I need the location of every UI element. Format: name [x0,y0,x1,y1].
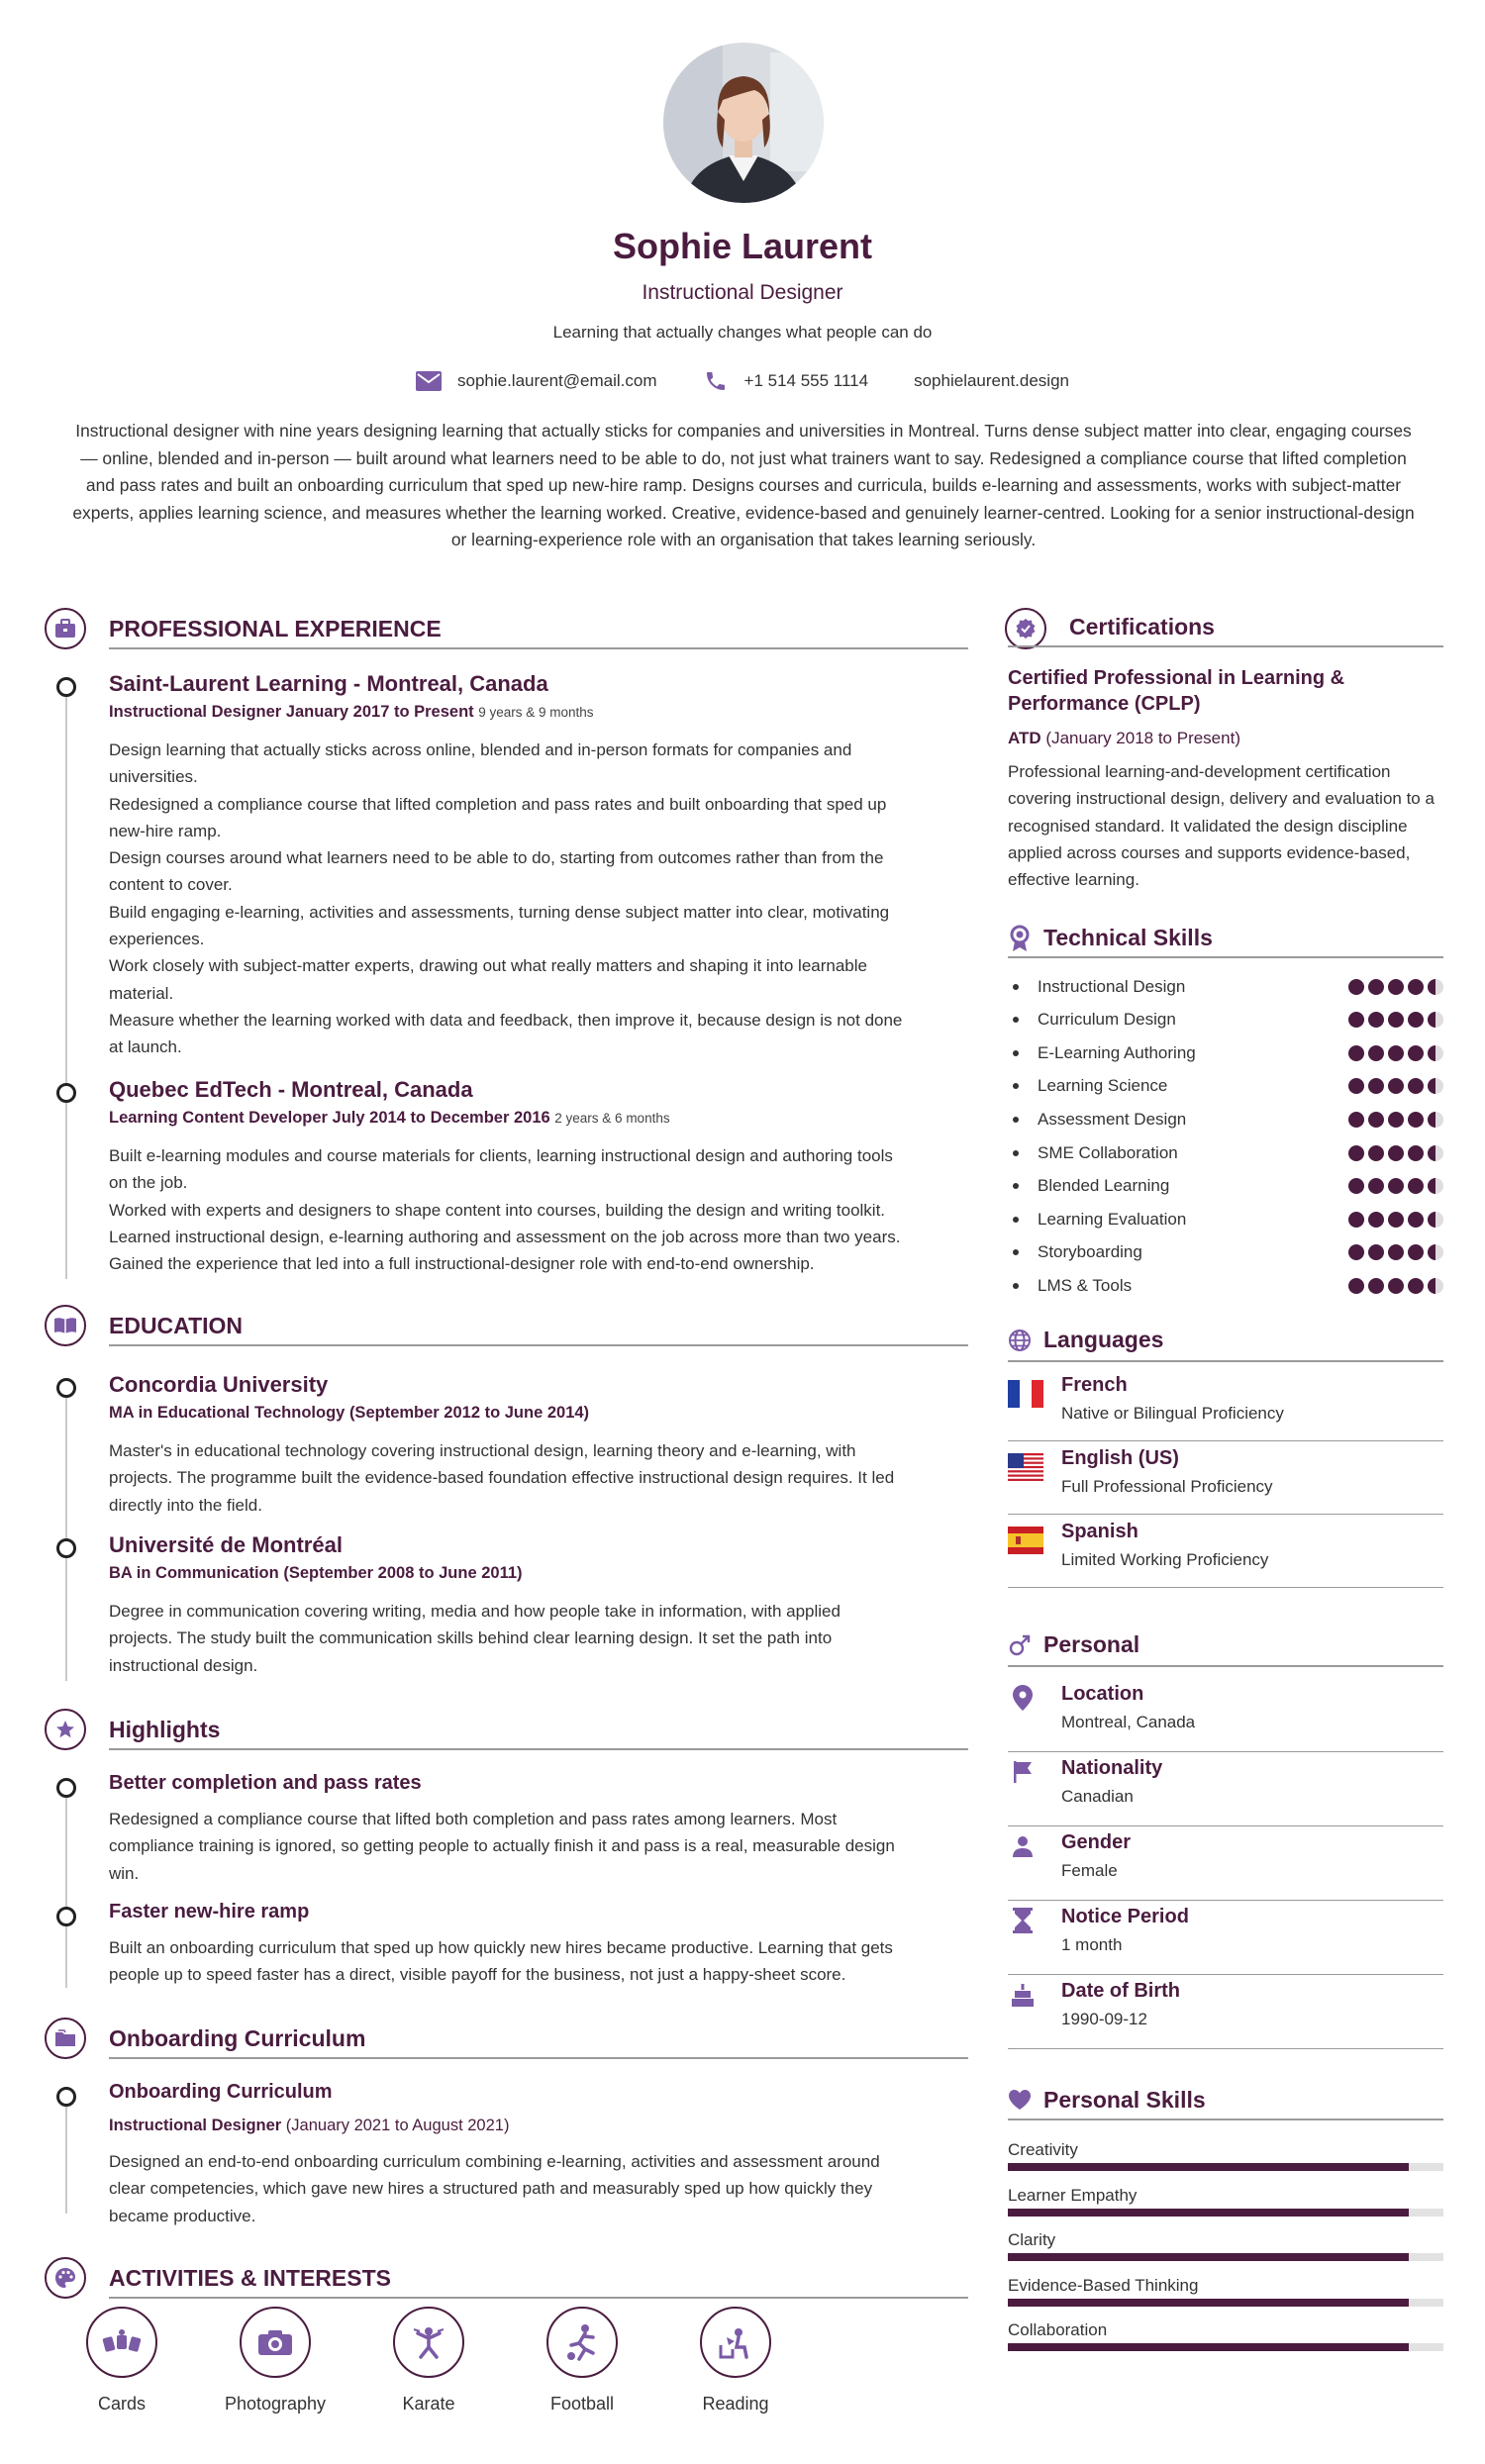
personal-label: Nationality [1061,1757,1163,1779]
job-line: universities. [109,767,198,787]
experience-heading: PROFESSIONAL EXPERIENCE [109,616,442,641]
rating-dot [1388,1078,1404,1094]
skill-rating [1348,1045,1443,1061]
rating-dot [1348,1112,1364,1128]
technical-skill [1008,1203,1443,1235]
contact-phone[interactable] [703,368,869,394]
technical-skill [1008,970,1443,1003]
rating-dot [1408,1244,1424,1260]
bullet [1013,1217,1019,1223]
project-line: became productive. [109,2206,256,2225]
technical-skill [1008,1036,1443,1069]
bullet [1013,1183,1019,1189]
job-line: content to cover. [109,875,233,895]
rating-dot [1388,979,1404,995]
certification-description: Professional learning-and-development certification covering instructional design, delivery and evaluation to a recognised standard. It validated the design discipline applied across courses and supports evidence-based, effective learning. [1008,762,1435,890]
rating-dot [1348,1278,1364,1294]
rating-dot [1388,1012,1404,1028]
education-line: projects. The programme built the evidence-based foundation effective instructional design requires. It led [109,1468,895,1488]
project-line: Designed an end-to-end onboarding curriculum combining e-learning, activities and assessment around [109,2152,880,2171]
timeline-dot [56,1778,76,1798]
technical-skills-rule [1008,956,1443,958]
award-ribbon-icon [1008,925,1032,952]
technical-skill-label: Learning Science [1038,1076,1168,1096]
website-text: sophielaurent.design [914,371,1069,390]
personal-label: Gender [1061,1831,1132,1853]
rating-dot [1388,1278,1404,1294]
personal-skill-label: Evidence-Based Thinking [1008,2275,1199,2295]
flag-icon [1010,1759,1036,1785]
education-line: instructional design. [109,1655,258,1675]
project-timeline [65,2097,67,2214]
technical-skill-label: SME Collaboration [1038,1142,1178,1162]
globe-icon [1008,1329,1032,1352]
job-meta [109,1109,670,1128]
personal-rule [1008,1825,1443,1827]
language-name: French [1061,1374,1128,1396]
rating-dot [1348,1012,1364,1028]
personal-value: Montreal, Canada [1061,1713,1196,1731]
rating-dot [1348,1045,1364,1061]
job-line: Built e-learning modules and course materials for clients, learning instructional design and authoring tools [109,1146,893,1165]
job-line: on the job. [109,1173,188,1193]
technical-skill [1008,1004,1443,1036]
personal-rule [1008,1974,1443,1976]
rating-dot [1428,979,1443,995]
highlight-line: people up to speed faster has a direct, visible payoff for the business, not just a happy-sheet score. [109,1965,846,1985]
rating-dot [1428,1278,1443,1294]
rating-dot [1408,1012,1424,1028]
rating-dot [1408,1178,1424,1194]
rating-dot [1428,1045,1443,1061]
personal-skill [1008,2230,1443,2261]
personal-skill-label: Clarity [1008,2230,1056,2249]
bullet [1013,984,1019,990]
education-line: projects. The study built the communication skills behind clear learning design. It set the path into [109,1628,833,1648]
job-description [109,737,980,1061]
technical-skill-label: Learning Evaluation [1038,1209,1187,1229]
rating-dot [1348,979,1364,995]
project-title: Onboarding Curriculum [109,2081,333,2103]
education-line: directly into the field. [109,1495,262,1515]
skill-bar-fill [1008,2253,1409,2261]
job-company: Quebec EdTech - Montreal, Canada [109,1077,473,1102]
school-name: Université de Montréal [109,1532,343,1557]
certification-org: ATD [1008,729,1041,747]
education-description [109,1437,980,1519]
personal-skills-heading: Personal Skills [1043,2087,1206,2113]
skill-rating [1348,1112,1443,1128]
spain-flag [1008,1527,1043,1554]
highlight-description [109,1806,980,1887]
technical-skill-label: Storyboarding [1038,1242,1142,1262]
education-description [109,1598,980,1679]
timeline-dot [56,677,76,697]
personal-label: Date of Birth [1061,1980,1180,2002]
personal-rule [1008,1751,1443,1753]
activities-heading: ACTIVITIES & INTERESTS [109,2265,391,2291]
activity-football [523,2307,642,2415]
activity-label: Photography [224,2394,327,2414]
rating-dot [1368,1145,1384,1161]
bullet [1013,1249,1019,1255]
highlights-timeline [65,1788,67,1988]
education-line: Degree in communication covering writing, media and how people take in information, with applied [109,1602,841,1621]
activities-rule [109,2297,968,2299]
personal-skill [1008,2186,1443,2217]
highlights-heading: Highlights [109,1717,221,1742]
rating-dot [1368,1178,1384,1194]
job-line: Design learning that actually sticks across online, blended and in-person formats for companies and [109,740,852,759]
cards-icon [86,2307,157,2378]
job-dates: July 2014 to December 2016 [332,1109,550,1127]
rating-dot [1348,1145,1364,1161]
personal-rule [1008,1900,1443,1902]
phone-icon [703,368,729,394]
bullet [1013,1083,1019,1089]
project-dates: (January 2021 to August 2021) [285,2117,510,2134]
personal-item [1008,1827,1443,1901]
certifications-heading: Certifications [1069,614,1215,640]
rating-dot [1388,1145,1404,1161]
rating-dot [1408,979,1424,995]
technical-skill [1008,1070,1443,1103]
education-rule [109,1344,968,1346]
rating-dot [1368,1045,1384,1061]
us-flag [1008,1453,1043,1481]
karate-icon [393,2307,464,2378]
highlights-rule [109,1748,968,1750]
personal-value: Canadian [1061,1787,1134,1806]
profile-photo [663,43,824,203]
personal-label: Location [1061,1683,1144,1705]
activity-label: Cards [97,2394,146,2414]
certificate-badge-icon [1005,608,1046,649]
personal-skills-rule [1008,2119,1443,2120]
rating-dot [1408,1278,1424,1294]
job-role: Instructional Designer [109,703,282,721]
highlight-title: Better completion and pass rates [109,1772,422,1794]
skill-bar-track [1008,2163,1443,2171]
language-rule [1008,1440,1443,1442]
highlight-line: compliance training is ignored, so getting people to actually finish it and pass is a real, measurable design [109,1836,895,1856]
activity-karate [369,2307,488,2415]
skill-bar-track [1008,2299,1443,2307]
personal-value: 1 month [1061,1935,1123,1954]
gender-icon [1008,1633,1032,1657]
job-line: new-hire ramp. [109,821,222,840]
book-icon [45,1305,86,1346]
highlight-line: Built an onboarding curriculum that sped up how quickly new hires became productive. Learning that gets [109,1938,893,1957]
technical-skills-heading: Technical Skills [1043,925,1213,950]
education-timeline [65,1384,67,1681]
job-role: Learning Content Developer [109,1109,328,1127]
certification-name: Certified Professional in Learning & Performance (CPLP) [1008,667,1345,715]
rating-dot [1368,1278,1384,1294]
technical-skill [1008,1170,1443,1203]
email-text: sophie.laurent@email.com [456,371,657,390]
technical-skill [1008,1269,1443,1302]
football-icon [546,2307,618,2378]
technical-skill [1008,1236,1443,1269]
skill-bar-fill [1008,2209,1409,2217]
language-name: Spanish [1061,1521,1138,1542]
briefcase-icon [45,608,86,649]
technical-skill-label: Blended Learning [1038,1176,1170,1196]
rating-dot [1428,1212,1443,1228]
skill-rating [1348,979,1443,995]
rating-dot [1368,1244,1384,1260]
personal-item [1008,1902,1443,1975]
school-name: Concordia University [109,1372,329,1397]
skill-bar-fill [1008,2163,1409,2171]
education-heading: EDUCATION [109,1313,244,1338]
france-flag [1008,1380,1043,1408]
technical-skill-label: LMS & Tools [1038,1275,1133,1295]
language-rule [1008,1514,1443,1516]
rating-dot [1408,1078,1424,1094]
highlight-title: Faster new-hire ramp [109,1901,310,1922]
job-duration: 9 years & 9 months [478,705,594,720]
job-description [109,1142,980,1277]
personal-skill [1008,2140,1443,2171]
technical-skill-label: Curriculum Design [1038,1010,1176,1030]
camera-icon [240,2307,311,2378]
skill-bar-fill [1008,2343,1409,2351]
rating-dot [1388,1178,1404,1194]
personal-skill [1008,2276,1443,2307]
job-line: Design courses around what learners need to be able to do, starting from outcomes rather than from the [109,848,884,868]
certification-dates: (January 2018 to Present) [1045,729,1240,747]
personal-skill-label: Collaboration [1008,2320,1108,2339]
timeline-dot [56,1907,76,1926]
rating-dot [1408,1212,1424,1228]
bullet [1013,1150,1019,1156]
technical-skill [1008,1103,1443,1135]
project-line: clear competencies, which gave new hires a structured path and measurably sped up how quickly they [109,2179,873,2199]
skill-rating [1348,1278,1443,1294]
job-meta [109,703,594,722]
personal-item [1008,1753,1443,1826]
language-item [1008,1517,1443,1588]
job-dates: January 2017 to Present [285,703,474,721]
certification-org-line [1008,729,1240,748]
job-line: Build engaging e-learning, activities and assessments, turning dense subject matter into clear, motivating [109,902,890,922]
professional-summary: Instructional designer with nine years designing learning that actually sticks for companies and universities in Montreal. Turns dense subject matter into clear, engaging courses — online, blended and in-person — built around what learners need to be able to do, not just what trainers want to say. Redesigned a compliance course that lifted completion and pass rates and built an onboarding curriculum that sped up new-hire ramp. Designs courses and curricula, builds e-learning and assessments, works with subject-matter experts, applies learning science, and measures whether the learning worked. Creative, evidence-based and genuinely learner-centred. Looking for a senior instructional-design or learning-experience role with an organisation that takes learning seriously. [72,421,1415,549]
contact-email[interactable] [416,368,657,394]
highlight-description [109,1934,980,1989]
rating-dot [1428,1012,1443,1028]
degree-dates: (September 2008 to June 2011) [283,1564,523,1582]
highlight-line: Redesigned a compliance course that lifted both completion and pass rates among learners. Most [109,1810,838,1828]
language-level: Limited Working Proficiency [1061,1550,1269,1569]
rating-dot [1428,1244,1443,1260]
skill-bar-fill [1008,2299,1409,2307]
activity-reading [676,2307,795,2415]
rating-dot [1428,1112,1443,1128]
hourglass-icon [1010,1908,1036,1933]
languages-heading: Languages [1043,1327,1164,1352]
job-line: Worked with experts and designers to shape content into courses, building the design and writing toolkit. [109,1200,886,1220]
skill-bar-track [1008,2253,1443,2261]
technical-skill [1008,1136,1443,1169]
phone-text: +1 514 555 1114 [743,371,869,390]
contact-website[interactable] [914,371,1069,391]
degree-name: BA in Communication [109,1564,279,1582]
rating-dot [1368,1212,1384,1228]
timeline-dot [56,1378,76,1398]
activity-label: Football [549,2394,615,2414]
folder-icon [45,2018,86,2059]
personal-skill [1008,2320,1443,2351]
job-line: Learned instructional design, e-learning authoring and assessment on the job across more than two years. [109,1227,901,1246]
project-role: Instructional Designer [109,2117,282,2134]
rating-dot [1348,1178,1364,1194]
personal-value: Female [1061,1861,1118,1880]
degree-meta [109,1564,523,1583]
activity-photography [216,2307,335,2415]
rating-dot [1348,1212,1364,1228]
rating-dot [1428,1178,1443,1194]
technical-skill-label: Instructional Design [1038,976,1186,996]
personal-label: Notice Period [1061,1906,1189,1927]
star-badge-icon [45,1709,86,1750]
email-icon [416,368,442,394]
job-line: material. [109,983,174,1003]
rating-dot [1388,1045,1404,1061]
language-item [1008,1443,1443,1515]
certifications-rule [1008,645,1443,647]
bullet [1013,1117,1019,1123]
job-line: Redesigned a compliance course that lifted completion and pass rates and built onboarding that sped up [109,794,887,814]
degree-name: MA in Educational Technology [109,1404,346,1422]
personal-rule [1008,1665,1443,1667]
timeline-dot [56,1083,76,1103]
bullet [1013,1017,1019,1023]
location-pin-icon [1010,1685,1036,1711]
language-name: English (US) [1061,1447,1179,1469]
skill-rating [1348,1078,1443,1094]
skill-rating [1348,1178,1443,1194]
activity-label: Karate [402,2394,455,2414]
bullet [1013,1283,1019,1289]
cake-icon [1010,1982,1036,2008]
rating-dot [1348,1244,1364,1260]
activity-cards [62,2307,181,2415]
rating-dot [1368,1078,1384,1094]
languages-rule [1008,1360,1443,1362]
heart-icon [1008,2089,1032,2111]
personal-item [1008,1679,1443,1752]
candidate-tagline: Learning that actually changes what people can do [552,323,933,342]
reading-icon [700,2307,771,2378]
palette-icon [45,2257,86,2299]
personal-value: 1990-09-12 [1061,2010,1147,2028]
skill-rating [1348,1244,1443,1260]
job-duration: 2 years & 6 months [554,1111,670,1126]
language-level: Native or Bilingual Proficiency [1061,1404,1284,1423]
experience-timeline [65,687,67,1279]
degree-dates: (September 2012 to June 2014) [348,1404,590,1422]
skill-rating [1348,1145,1443,1161]
personal-skill-label: Learner Empathy [1008,2185,1138,2205]
project-meta [109,2117,509,2135]
rating-dot [1368,1012,1384,1028]
rating-dot [1428,1078,1443,1094]
bullet [1013,1050,1019,1056]
candidate-title: Instructional Designer [642,281,843,304]
technical-skill-label: E-Learning Authoring [1038,1042,1196,1062]
highlight-line: win. [109,1863,140,1883]
personal-skill-label: Creativity [1008,2140,1078,2159]
job-line: Measure whether the learning worked with data and feedback, then improve it, because design is not done [109,1010,903,1030]
job-company: Saint-Laurent Learning - Montreal, Canada [109,671,548,696]
rating-dot [1428,1145,1443,1161]
person-icon [1010,1833,1036,1859]
job-line: experiences. [109,930,205,949]
education-line: Master's in educational technology covering instructional design, learning theory and e-learning, with [109,1441,856,1460]
candidate-name: Sophie Laurent [612,226,873,266]
timeline-dot [56,2087,76,2107]
rating-dot [1368,979,1384,995]
project-description [109,2148,980,2229]
project-heading: Onboarding Curriculum [109,2025,366,2051]
rating-dot [1368,1112,1384,1128]
project-rule [109,2057,968,2059]
technical-skill-label: Assessment Design [1038,1109,1187,1129]
rating-dot [1408,1145,1424,1161]
rating-dot [1388,1244,1404,1260]
job-line: Gained the experience that led into a full instructional-designer role with end-to-end ownership. [109,1254,815,1274]
job-line: at launch. [109,1037,182,1057]
rating-dot [1348,1078,1364,1094]
job-line: Work closely with subject-matter experts, drawing out what really matters and shaping it into learnable [109,956,867,976]
rating-dot [1408,1112,1424,1128]
activity-label: Reading [702,2394,769,2414]
language-level: Full Professional Proficiency [1061,1477,1273,1496]
rating-dot [1388,1212,1404,1228]
personal-heading: Personal [1043,1631,1140,1657]
contact-bar [0,368,1485,394]
skill-bar-track [1008,2209,1443,2217]
skill-rating [1348,1012,1443,1028]
rating-dot [1388,1112,1404,1128]
language-rule [1008,1587,1443,1589]
skill-bar-track [1008,2343,1443,2351]
timeline-dot [56,1538,76,1558]
experience-rule [109,647,968,649]
language-item [1008,1370,1443,1441]
personal-item [1008,1976,1443,2049]
rating-dot [1408,1045,1424,1061]
degree-meta [109,1404,589,1423]
skill-rating [1348,1212,1443,1228]
personal-rule [1008,2048,1443,2050]
